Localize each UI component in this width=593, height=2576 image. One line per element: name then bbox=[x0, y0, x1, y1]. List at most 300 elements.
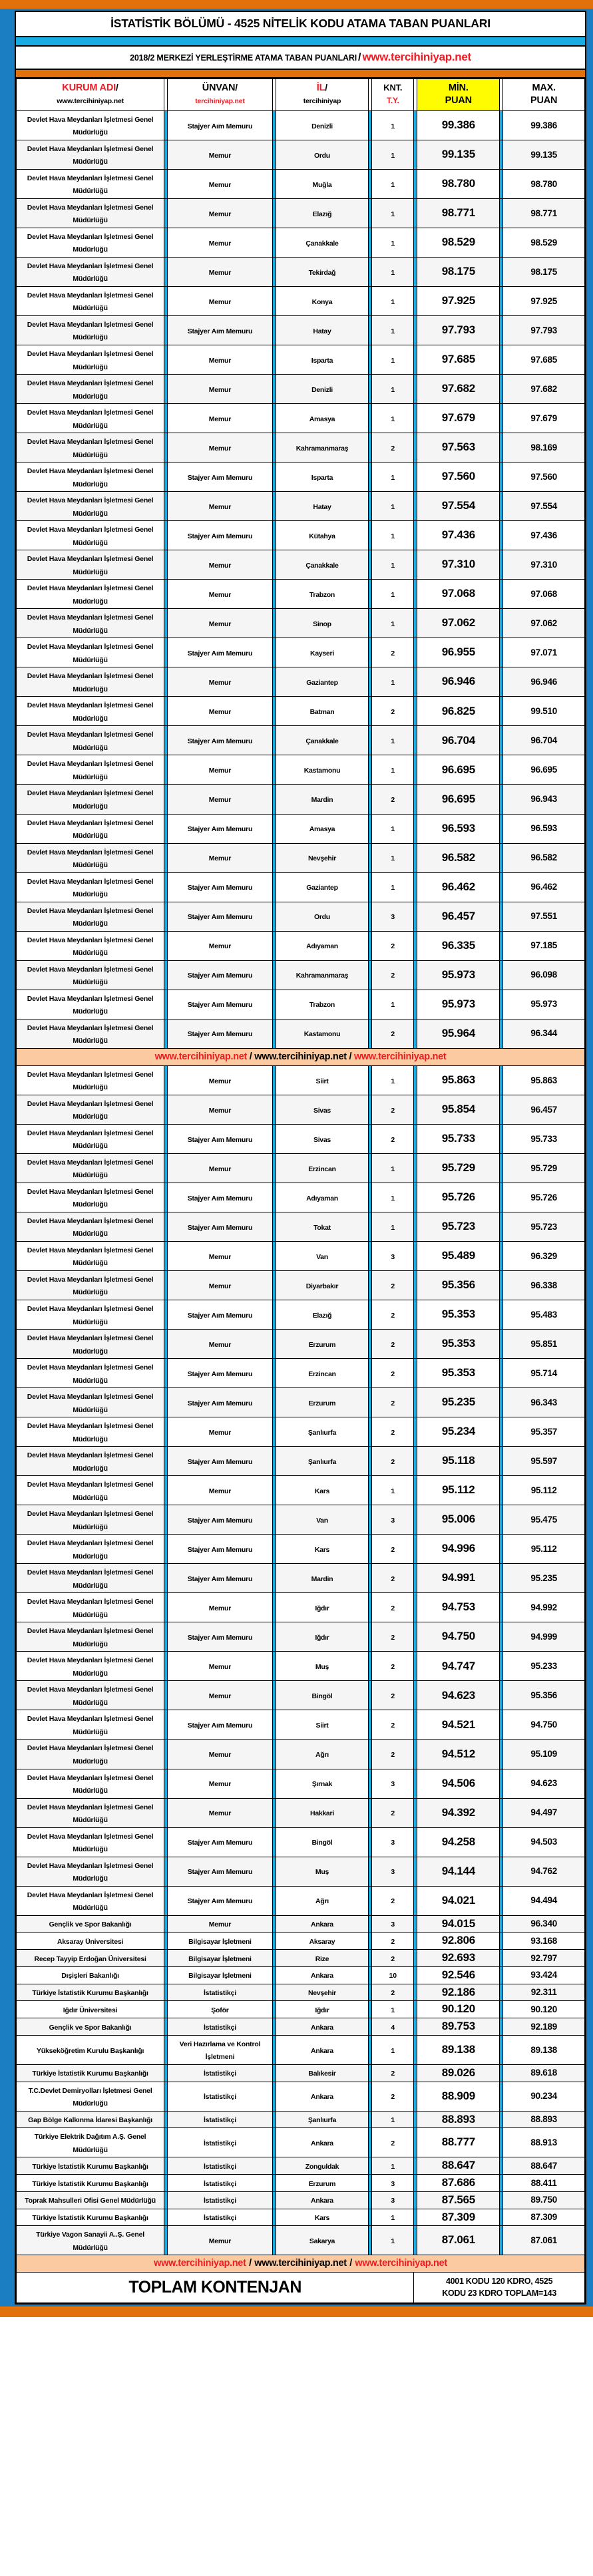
cell-kontenjan bbox=[372, 1827, 414, 1857]
il-sub: tercihiniyap bbox=[303, 96, 341, 105]
cell-max-puan bbox=[503, 1330, 585, 1359]
cell-max-puan-text: 95.112 bbox=[530, 1544, 557, 1554]
cell-min-puan-text: 94.750 bbox=[441, 1630, 475, 1643]
cell-min-puan bbox=[417, 1095, 500, 1124]
cell-il bbox=[276, 1505, 368, 1535]
page-title: İSTATİSTİK BÖLÜMÜ - 4525 NİTELİK KODU ATAMA TABAN PUANLARI bbox=[16, 12, 585, 37]
cell-unvan-text: İstatistikçi bbox=[203, 2197, 236, 2205]
cell-kontenjan-text: 1 bbox=[391, 502, 395, 511]
cell-unvan-text: Stajyer Aım Memuru bbox=[187, 972, 253, 980]
cell-il-text: Erzurum bbox=[308, 1399, 336, 1407]
promo-link-1[interactable]: www.tercihiniyap.net bbox=[154, 1051, 248, 1062]
cell-min-puan-text: 96.695 bbox=[441, 763, 475, 776]
cell-unvan bbox=[168, 228, 272, 257]
cell-kurum-text: Devlet Hava Meydanları İşletmesi Genel Müdürlüğü bbox=[27, 614, 154, 635]
cell-il-text: Diyarbakır bbox=[305, 1282, 339, 1290]
cell-kurum-text: Türkiye Elektrik Dağıtım A.Ş. Genel Müdürlüğü bbox=[34, 2133, 146, 2154]
cell-max-puan-text: 99.135 bbox=[530, 149, 557, 160]
table-row bbox=[17, 2111, 585, 2128]
cell-min-puan-text: 89.138 bbox=[441, 2042, 475, 2056]
cell-il bbox=[276, 315, 368, 345]
cell-min-puan-text: 97.554 bbox=[441, 499, 475, 512]
cell-il bbox=[276, 1798, 368, 1827]
cell-min-puan bbox=[417, 315, 500, 345]
cell-unvan bbox=[168, 755, 272, 785]
cell-max-puan-text: 92.189 bbox=[530, 2021, 557, 2032]
cell-kontenjan bbox=[372, 931, 414, 960]
cell-min-puan-text: 97.679 bbox=[441, 411, 475, 425]
table-row bbox=[17, 1710, 585, 1740]
cell-min-puan-text: 97.793 bbox=[441, 323, 475, 337]
table-row bbox=[17, 198, 585, 228]
cell-min-puan-text: 94.512 bbox=[441, 1747, 475, 1760]
cell-min-puan bbox=[417, 902, 500, 931]
cell-min-puan bbox=[417, 1681, 500, 1710]
cell-kontenjan-text: 1 bbox=[391, 1487, 395, 1495]
cell-kurum-text: Devlet Hava Meydanları İşletmesi Genel Müdürlüğü bbox=[27, 1334, 154, 1356]
cell-kurum-text: Yükseköğretim Kurulu Başkanlığı bbox=[36, 2046, 144, 2055]
cell-il-text: Ankara bbox=[311, 2023, 333, 2032]
cell-min-puan-text: 94.747 bbox=[441, 1659, 475, 1672]
cell-unvan-text: Stajyer Aım Memuru bbox=[187, 1868, 253, 1877]
cell-il-text: Gaziantep bbox=[306, 679, 338, 687]
cell-kontenjan-text: 10 bbox=[389, 1972, 397, 1980]
cell-max-puan bbox=[503, 1798, 585, 1827]
cell-kontenjan-text: 1 bbox=[391, 1077, 395, 1085]
cell-kontenjan bbox=[372, 1505, 414, 1535]
table-row bbox=[17, 1857, 585, 1886]
cell-max-puan bbox=[503, 1622, 585, 1652]
cell-kontenjan-text: 1 bbox=[391, 1223, 395, 1232]
cell-min-puan-text: 94.753 bbox=[441, 1600, 475, 1614]
cell-kurum-text: Devlet Hava Meydanları İşletmesi Genel Müdürlüğü bbox=[27, 819, 154, 840]
cell-max-puan-text: 87.309 bbox=[530, 2212, 557, 2223]
cell-kontenjan-text: 1 bbox=[391, 122, 395, 130]
cell-max-puan bbox=[503, 726, 585, 755]
cell-kurum-text: Devlet Hava Meydanları İşletmesi Genel Müdürlüğü bbox=[27, 1803, 154, 1825]
cell-kontenjan-text: 2 bbox=[391, 1722, 395, 1730]
cell-kontenjan-text: 2 bbox=[391, 1457, 395, 1466]
cell-max-puan-text: 96.704 bbox=[530, 735, 557, 746]
cell-unvan bbox=[168, 1652, 272, 1681]
cell-il-text: Şırnak bbox=[311, 1780, 333, 1789]
cell-kontenjan-text: 1 bbox=[391, 767, 395, 775]
cell-il-text: Nevşehir bbox=[307, 1989, 336, 1998]
cell-unvan-text: İstatistikçi bbox=[203, 2179, 236, 2188]
cell-unvan-text: Memur bbox=[208, 385, 232, 394]
cell-max-puan bbox=[503, 1212, 585, 1241]
cell-max-puan bbox=[503, 433, 585, 462]
table-row bbox=[17, 1652, 585, 1681]
cell-il bbox=[276, 257, 368, 286]
cell-kontenjan bbox=[372, 198, 414, 228]
cell-kurum-text: Devlet Hava Meydanları İşletmesi Genel Müdürlüğü bbox=[27, 1099, 154, 1121]
cell-unvan bbox=[168, 1241, 272, 1270]
cell-il bbox=[276, 697, 368, 726]
bottom-orange-bar bbox=[0, 2306, 593, 2317]
cell-max-puan bbox=[503, 198, 585, 228]
cell-kurum bbox=[17, 1915, 164, 1932]
table-row bbox=[17, 1417, 585, 1447]
cell-kurum-text: T.C.Devlet Demiryolları İşletmesi Genel Müdürlüğü bbox=[28, 2086, 152, 2108]
cell-kurum bbox=[17, 550, 164, 580]
cell-unvan bbox=[168, 1359, 272, 1388]
cell-min-puan-text: 94.021 bbox=[441, 1893, 475, 1907]
cell-kontenjan bbox=[372, 1622, 414, 1652]
cell-max-puan bbox=[503, 228, 585, 257]
table-row bbox=[17, 1535, 585, 1564]
cell-min-puan-text: 95.854 bbox=[441, 1102, 475, 1115]
cell-il-text: Çanakkale bbox=[305, 561, 339, 570]
cell-unvan-text: Stajyer Aım Memuru bbox=[187, 884, 253, 892]
cell-kontenjan bbox=[372, 1857, 414, 1886]
cell-il-text: Ağrı bbox=[315, 1897, 329, 1906]
cell-kontenjan bbox=[372, 960, 414, 990]
cell-il bbox=[276, 814, 368, 843]
cell-unvan-text: Memur bbox=[208, 942, 232, 951]
cell-kurum-text: Gençlik ve Spor Bakanlığı bbox=[49, 1921, 132, 1929]
cell-unvan bbox=[168, 433, 272, 462]
cell-unvan bbox=[168, 902, 272, 931]
cell-kurum bbox=[17, 404, 164, 433]
cell-unvan bbox=[168, 726, 272, 755]
cell-kurum bbox=[17, 609, 164, 638]
cell-max-puan-text: 87.061 bbox=[530, 2235, 557, 2246]
cell-max-puan-text: 95.109 bbox=[530, 1749, 557, 1759]
cell-il bbox=[276, 1153, 368, 1183]
cell-max-puan-text: 96.338 bbox=[530, 1280, 557, 1290]
cell-kurum bbox=[17, 960, 164, 990]
cell-max-puan-text: 93.424 bbox=[530, 1970, 557, 1980]
cell-min-puan-text: 95.353 bbox=[441, 1337, 475, 1350]
cell-kontenjan-text: 1 bbox=[391, 385, 395, 394]
promo-link-3[interactable]: www.tercihiniyap.net bbox=[355, 2258, 447, 2269]
total-note-cell bbox=[414, 2273, 585, 2302]
cell-kurum-text: Devlet Hava Meydanları İşletmesi Genel Müdürlüğü bbox=[27, 906, 154, 928]
cell-il bbox=[276, 1564, 368, 1593]
cell-kontenjan bbox=[372, 2209, 414, 2226]
cell-kurum bbox=[17, 755, 164, 785]
cell-kurum-text: Devlet Hava Meydanları İşletmesi Genel Müdürlüğü bbox=[27, 379, 154, 401]
cell-kurum-text: Devlet Hava Meydanları İşletmesi Genel Müdürlüğü bbox=[27, 1744, 154, 1765]
cell-max-puan-text: 95.597 bbox=[530, 1455, 557, 1466]
cell-kurum-text: Devlet Hava Meydanları İşletmesi Genel Müdürlüğü bbox=[27, 232, 154, 254]
kurum-sub: www.tercihiniyap.net bbox=[57, 96, 124, 105]
cell-kontenjan bbox=[372, 1212, 414, 1241]
cell-max-puan-text: 98.169 bbox=[530, 442, 557, 453]
cell-max-puan bbox=[503, 902, 585, 931]
cell-il-text: Isparta bbox=[311, 356, 333, 365]
cell-unvan-text: Memur bbox=[208, 502, 232, 511]
cell-unvan-text: Memur bbox=[208, 268, 232, 277]
cell-max-puan-text: 95.112 bbox=[530, 1485, 557, 1495]
cell-il-text: Aksaray bbox=[309, 1938, 335, 1946]
cell-max-puan-text: 90.120 bbox=[530, 2004, 557, 2014]
cell-kurum-text: Devlet Hava Meydanları İşletmesi Genel Müdürlüğü bbox=[27, 1129, 154, 1151]
table-row bbox=[17, 609, 585, 638]
cell-il-text: Zonguldak bbox=[305, 2162, 339, 2171]
cell-unvan bbox=[168, 1886, 272, 1915]
cell-unvan bbox=[168, 2018, 272, 2036]
knt-sub: T.Y. bbox=[387, 95, 399, 105]
cell-unvan-text: Memur bbox=[208, 297, 232, 306]
cell-kurum-text: Devlet Hava Meydanları İşletmesi Genel Müdürlüğü bbox=[27, 1627, 154, 1648]
cell-max-puan bbox=[503, 2175, 585, 2192]
cell-kontenjan bbox=[372, 697, 414, 726]
cell-kontenjan bbox=[372, 375, 414, 404]
cell-kontenjan bbox=[372, 580, 414, 609]
cell-kontenjan-text: 2 bbox=[391, 444, 395, 453]
cell-kontenjan bbox=[372, 1564, 414, 1593]
cell-kontenjan bbox=[372, 1124, 414, 1153]
cell-il-text: Çanakkale bbox=[305, 737, 339, 746]
promo-link-3[interactable]: www.tercihiniyap.net bbox=[353, 1051, 447, 1062]
cell-kurum bbox=[17, 931, 164, 960]
cell-kurum bbox=[17, 1447, 164, 1476]
cell-kontenjan-text: 2 bbox=[391, 2139, 395, 2148]
cell-unvan-text: Memur bbox=[208, 1663, 232, 1672]
table-row bbox=[17, 1798, 585, 1827]
cell-kontenjan bbox=[372, 1593, 414, 1622]
cell-il bbox=[276, 1019, 368, 1048]
cell-kontenjan bbox=[372, 228, 414, 257]
cell-il bbox=[276, 785, 368, 814]
cell-min-puan bbox=[417, 1932, 500, 1950]
cell-unvan-text: Stajyer Aım Memuru bbox=[187, 1370, 253, 1378]
cell-il-text: Mardin bbox=[311, 796, 333, 805]
cell-min-puan bbox=[417, 257, 500, 286]
cell-kurum bbox=[17, 462, 164, 492]
cell-il bbox=[276, 1095, 368, 1124]
cell-kontenjan-text: 3 bbox=[391, 1921, 395, 1929]
cell-kontenjan-text: 2 bbox=[391, 1989, 395, 1998]
cell-min-puan-text: 96.457 bbox=[441, 909, 475, 922]
cell-kontenjan-text: 1 bbox=[391, 356, 395, 365]
cell-kurum-text: Gençlik ve Spor Bakanlığı bbox=[49, 2023, 132, 2032]
cell-il bbox=[276, 2001, 368, 2018]
cell-il-text: Bingöl bbox=[311, 1692, 333, 1701]
cell-unvan bbox=[168, 2175, 272, 2192]
cell-kurum-text: Toprak Mahsulleri Ofisi Genel Müdürlüğü bbox=[25, 2197, 156, 2205]
cell-il bbox=[276, 1447, 368, 1476]
promo-link-2[interactable]: www.tercihiniyap.net bbox=[254, 1051, 347, 1062]
cell-min-puan-text: 94.623 bbox=[441, 1688, 475, 1702]
cell-max-puan bbox=[503, 140, 585, 169]
cell-il bbox=[276, 1417, 368, 1447]
cell-max-puan-text: 96.343 bbox=[530, 1397, 557, 1407]
cell-min-puan bbox=[417, 2191, 500, 2209]
cell-min-puan-text: 87.061 bbox=[441, 2233, 475, 2247]
table-row bbox=[17, 580, 585, 609]
cell-kontenjan bbox=[372, 814, 414, 843]
cell-min-puan-text: 94.015 bbox=[441, 1917, 475, 1930]
table-row bbox=[17, 228, 585, 257]
table-row bbox=[17, 785, 585, 814]
cell-max-puan-text: 94.992 bbox=[530, 1602, 557, 1613]
cell-il-text: Sivas bbox=[313, 1106, 331, 1115]
cell-unvan-text: Memur bbox=[208, 1692, 232, 1701]
cell-il-text: Ankara bbox=[311, 2046, 333, 2055]
cell-kurum-text: Devlet Hava Meydanları İşletmesi Genel Müdürlüğü bbox=[27, 877, 154, 899]
cell-kontenjan bbox=[372, 1270, 414, 1300]
cell-il bbox=[276, 1950, 368, 1967]
cell-kurum bbox=[17, 1966, 164, 1984]
cell-il bbox=[276, 2191, 368, 2209]
promo-link-2[interactable]: www.tercihiniyap.net bbox=[254, 2258, 347, 2269]
cell-max-puan-text: 94.999 bbox=[530, 1632, 557, 1642]
cell-max-puan-text: 97.068 bbox=[530, 589, 557, 599]
cell-unvan bbox=[168, 521, 272, 550]
cell-kurum bbox=[17, 198, 164, 228]
cell-min-puan bbox=[417, 2035, 500, 2064]
cell-unvan-text: Memur bbox=[208, 1921, 232, 1929]
cell-unvan bbox=[168, 1095, 272, 1124]
cell-unvan-text: Memur bbox=[208, 708, 232, 717]
subtitle-site-link[interactable]: www.tercihiniyap.net bbox=[362, 51, 471, 63]
cell-min-puan-text: 90.120 bbox=[441, 2002, 475, 2016]
cell-kontenjan-text: 3 bbox=[391, 1516, 395, 1525]
cell-kontenjan bbox=[372, 169, 414, 198]
cell-kurum-text: Devlet Hava Meydanları İşletmesi Genel Müdürlüğü bbox=[27, 1275, 154, 1297]
cell-unvan-text: Memur bbox=[208, 1340, 232, 1349]
cell-max-puan-text: 94.623 bbox=[530, 1778, 557, 1789]
cell-min-puan-text: 87.309 bbox=[441, 2210, 475, 2223]
cell-unvan bbox=[168, 2064, 272, 2082]
cell-unvan bbox=[168, 1950, 272, 1967]
cell-kurum bbox=[17, 580, 164, 609]
cell-kontenjan-text: 2 bbox=[391, 1751, 395, 1759]
cell-il-text: Şanlıurfa bbox=[307, 2116, 337, 2125]
cell-il-text: Ankara bbox=[311, 1972, 333, 1980]
cell-kurum bbox=[17, 315, 164, 345]
orange-divider bbox=[16, 70, 585, 79]
cell-kontenjan-text: 1 bbox=[391, 737, 395, 746]
column-header-knt bbox=[372, 79, 414, 111]
cell-unvan-text: Memur bbox=[208, 1282, 232, 1290]
cell-max-puan bbox=[503, 1183, 585, 1212]
cell-min-puan bbox=[417, 1124, 500, 1153]
cell-il-text: Iğdır bbox=[315, 1604, 329, 1613]
cell-il bbox=[276, 2082, 368, 2111]
cell-kontenjan-text: 3 bbox=[391, 1780, 395, 1789]
cell-unvan-text: Stajyer Aım Memuru bbox=[187, 1135, 253, 1144]
total-row bbox=[17, 2273, 585, 2302]
cell-kurum bbox=[17, 2175, 164, 2192]
table-row bbox=[17, 1241, 585, 1270]
cell-kontenjan-text: 2 bbox=[391, 1030, 395, 1039]
table-row bbox=[17, 2157, 585, 2175]
table-header-row bbox=[17, 79, 585, 111]
cell-kontenjan bbox=[372, 1095, 414, 1124]
promo-band-cell bbox=[17, 1048, 585, 1065]
cell-min-puan bbox=[417, 1388, 500, 1417]
cell-kurum bbox=[17, 2111, 164, 2128]
cell-min-puan-text: 98.529 bbox=[441, 236, 475, 249]
cell-max-puan bbox=[503, 1932, 585, 1950]
cell-kurum bbox=[17, 1984, 164, 2001]
cell-unvan-text: Memur bbox=[208, 1106, 232, 1115]
cell-unvan bbox=[168, 1622, 272, 1652]
cell-kurum-text: Devlet Hava Meydanları İşletmesi Genel Müdürlüğü bbox=[27, 1422, 154, 1443]
table-row bbox=[17, 375, 585, 404]
cell-kurum-text: Devlet Hava Meydanları İşletmesi Genel Müdürlüğü bbox=[27, 936, 154, 958]
cell-max-puan-text: 96.462 bbox=[530, 882, 557, 892]
cell-unvan bbox=[168, 375, 272, 404]
cell-max-puan bbox=[503, 2191, 585, 2209]
cell-kurum-text: Devlet Hava Meydanları İşletmesi Genel Müdürlüğü bbox=[27, 1246, 154, 1268]
cell-min-puan-text: 96.593 bbox=[441, 821, 475, 834]
cell-unvan bbox=[168, 1740, 272, 1769]
cell-kontenjan-text: 1 bbox=[391, 1194, 395, 1202]
cell-kurum-text: Türkiye İstatistik Kurumu Başkanlığı bbox=[32, 2162, 148, 2171]
cell-il-text: Sinop bbox=[313, 620, 331, 629]
cell-il-text: Kastamonu bbox=[303, 767, 341, 775]
cell-il bbox=[276, 2064, 368, 2082]
cell-unvan bbox=[168, 1857, 272, 1886]
column-header-min bbox=[417, 79, 500, 111]
cell-kurum-text: Devlet Hava Meydanları İşletmesi Genel Müdürlüğü bbox=[27, 555, 154, 576]
cell-max-puan-text: 88.647 bbox=[530, 2160, 557, 2171]
cell-kurum-text: Recep Tayyip Erdoğan Üniversitesi bbox=[34, 1954, 146, 1963]
cell-max-puan-text: 99.510 bbox=[530, 706, 557, 717]
cell-il-text: Siirt bbox=[315, 1722, 329, 1730]
cell-kurum-text: Gap Bölge Kalkınma İdaresi Başkanlığı bbox=[28, 2116, 153, 2125]
cell-min-puan bbox=[417, 872, 500, 902]
cell-min-puan bbox=[417, 2064, 500, 2082]
cell-kontenjan-text: 1 bbox=[391, 854, 395, 863]
cell-max-puan bbox=[503, 1681, 585, 1710]
cell-max-puan bbox=[503, 1710, 585, 1740]
cell-min-puan bbox=[417, 550, 500, 580]
cell-unvan bbox=[168, 667, 272, 697]
cell-min-puan bbox=[417, 110, 500, 140]
promo-link-1[interactable]: www.tercihiniyap.net bbox=[154, 2258, 246, 2269]
cell-unvan-text: Stajyer Aım Memuru bbox=[187, 1546, 253, 1554]
cell-kurum bbox=[17, 228, 164, 257]
cell-unvan bbox=[168, 1932, 272, 1950]
table-row bbox=[17, 1769, 585, 1798]
cell-il-text: Muğla bbox=[312, 180, 332, 189]
cell-unvan-text: Memur bbox=[208, 561, 232, 570]
cell-unvan bbox=[168, 169, 272, 198]
cell-kurum-text: Türkiye İstatistik Kurumu Başkanlığı bbox=[32, 2070, 148, 2078]
cell-max-puan-text: 97.925 bbox=[530, 295, 557, 306]
cell-kontenjan-text: 1 bbox=[391, 884, 395, 892]
cell-unvan bbox=[168, 1769, 272, 1798]
cell-kurum-text: Devlet Hava Meydanları İşletmesi Genel Müdürlüğü bbox=[27, 467, 154, 488]
cell-unvan bbox=[168, 1798, 272, 1827]
cell-il-text: Kahramanmaraş bbox=[296, 444, 349, 453]
cell-kontenjan-text: 1 bbox=[391, 239, 395, 248]
cell-min-puan-text: 97.068 bbox=[441, 587, 475, 600]
cell-min-puan-text: 94.506 bbox=[441, 1776, 475, 1789]
unvan-sub: tercihiniyap.net bbox=[195, 96, 245, 105]
cell-max-puan-text: 96.695 bbox=[530, 765, 557, 775]
cell-kontenjan-text: 2 bbox=[391, 942, 395, 951]
cell-max-puan bbox=[503, 990, 585, 1019]
cell-unvan bbox=[168, 257, 272, 286]
cell-unvan-text: Stajyer Aım Memuru bbox=[187, 1001, 253, 1010]
unvan-label: ÜNVAN bbox=[202, 83, 236, 93]
cell-max-puan-text: 97.560 bbox=[530, 471, 557, 482]
cell-max-puan bbox=[503, 404, 585, 433]
cell-unvan-text: Memur bbox=[208, 1751, 232, 1759]
cell-max-puan bbox=[503, 843, 585, 872]
cell-il bbox=[276, 638, 368, 667]
cell-max-puan bbox=[503, 2209, 585, 2226]
cell-kontenjan bbox=[372, 667, 414, 697]
cell-min-puan bbox=[417, 433, 500, 462]
